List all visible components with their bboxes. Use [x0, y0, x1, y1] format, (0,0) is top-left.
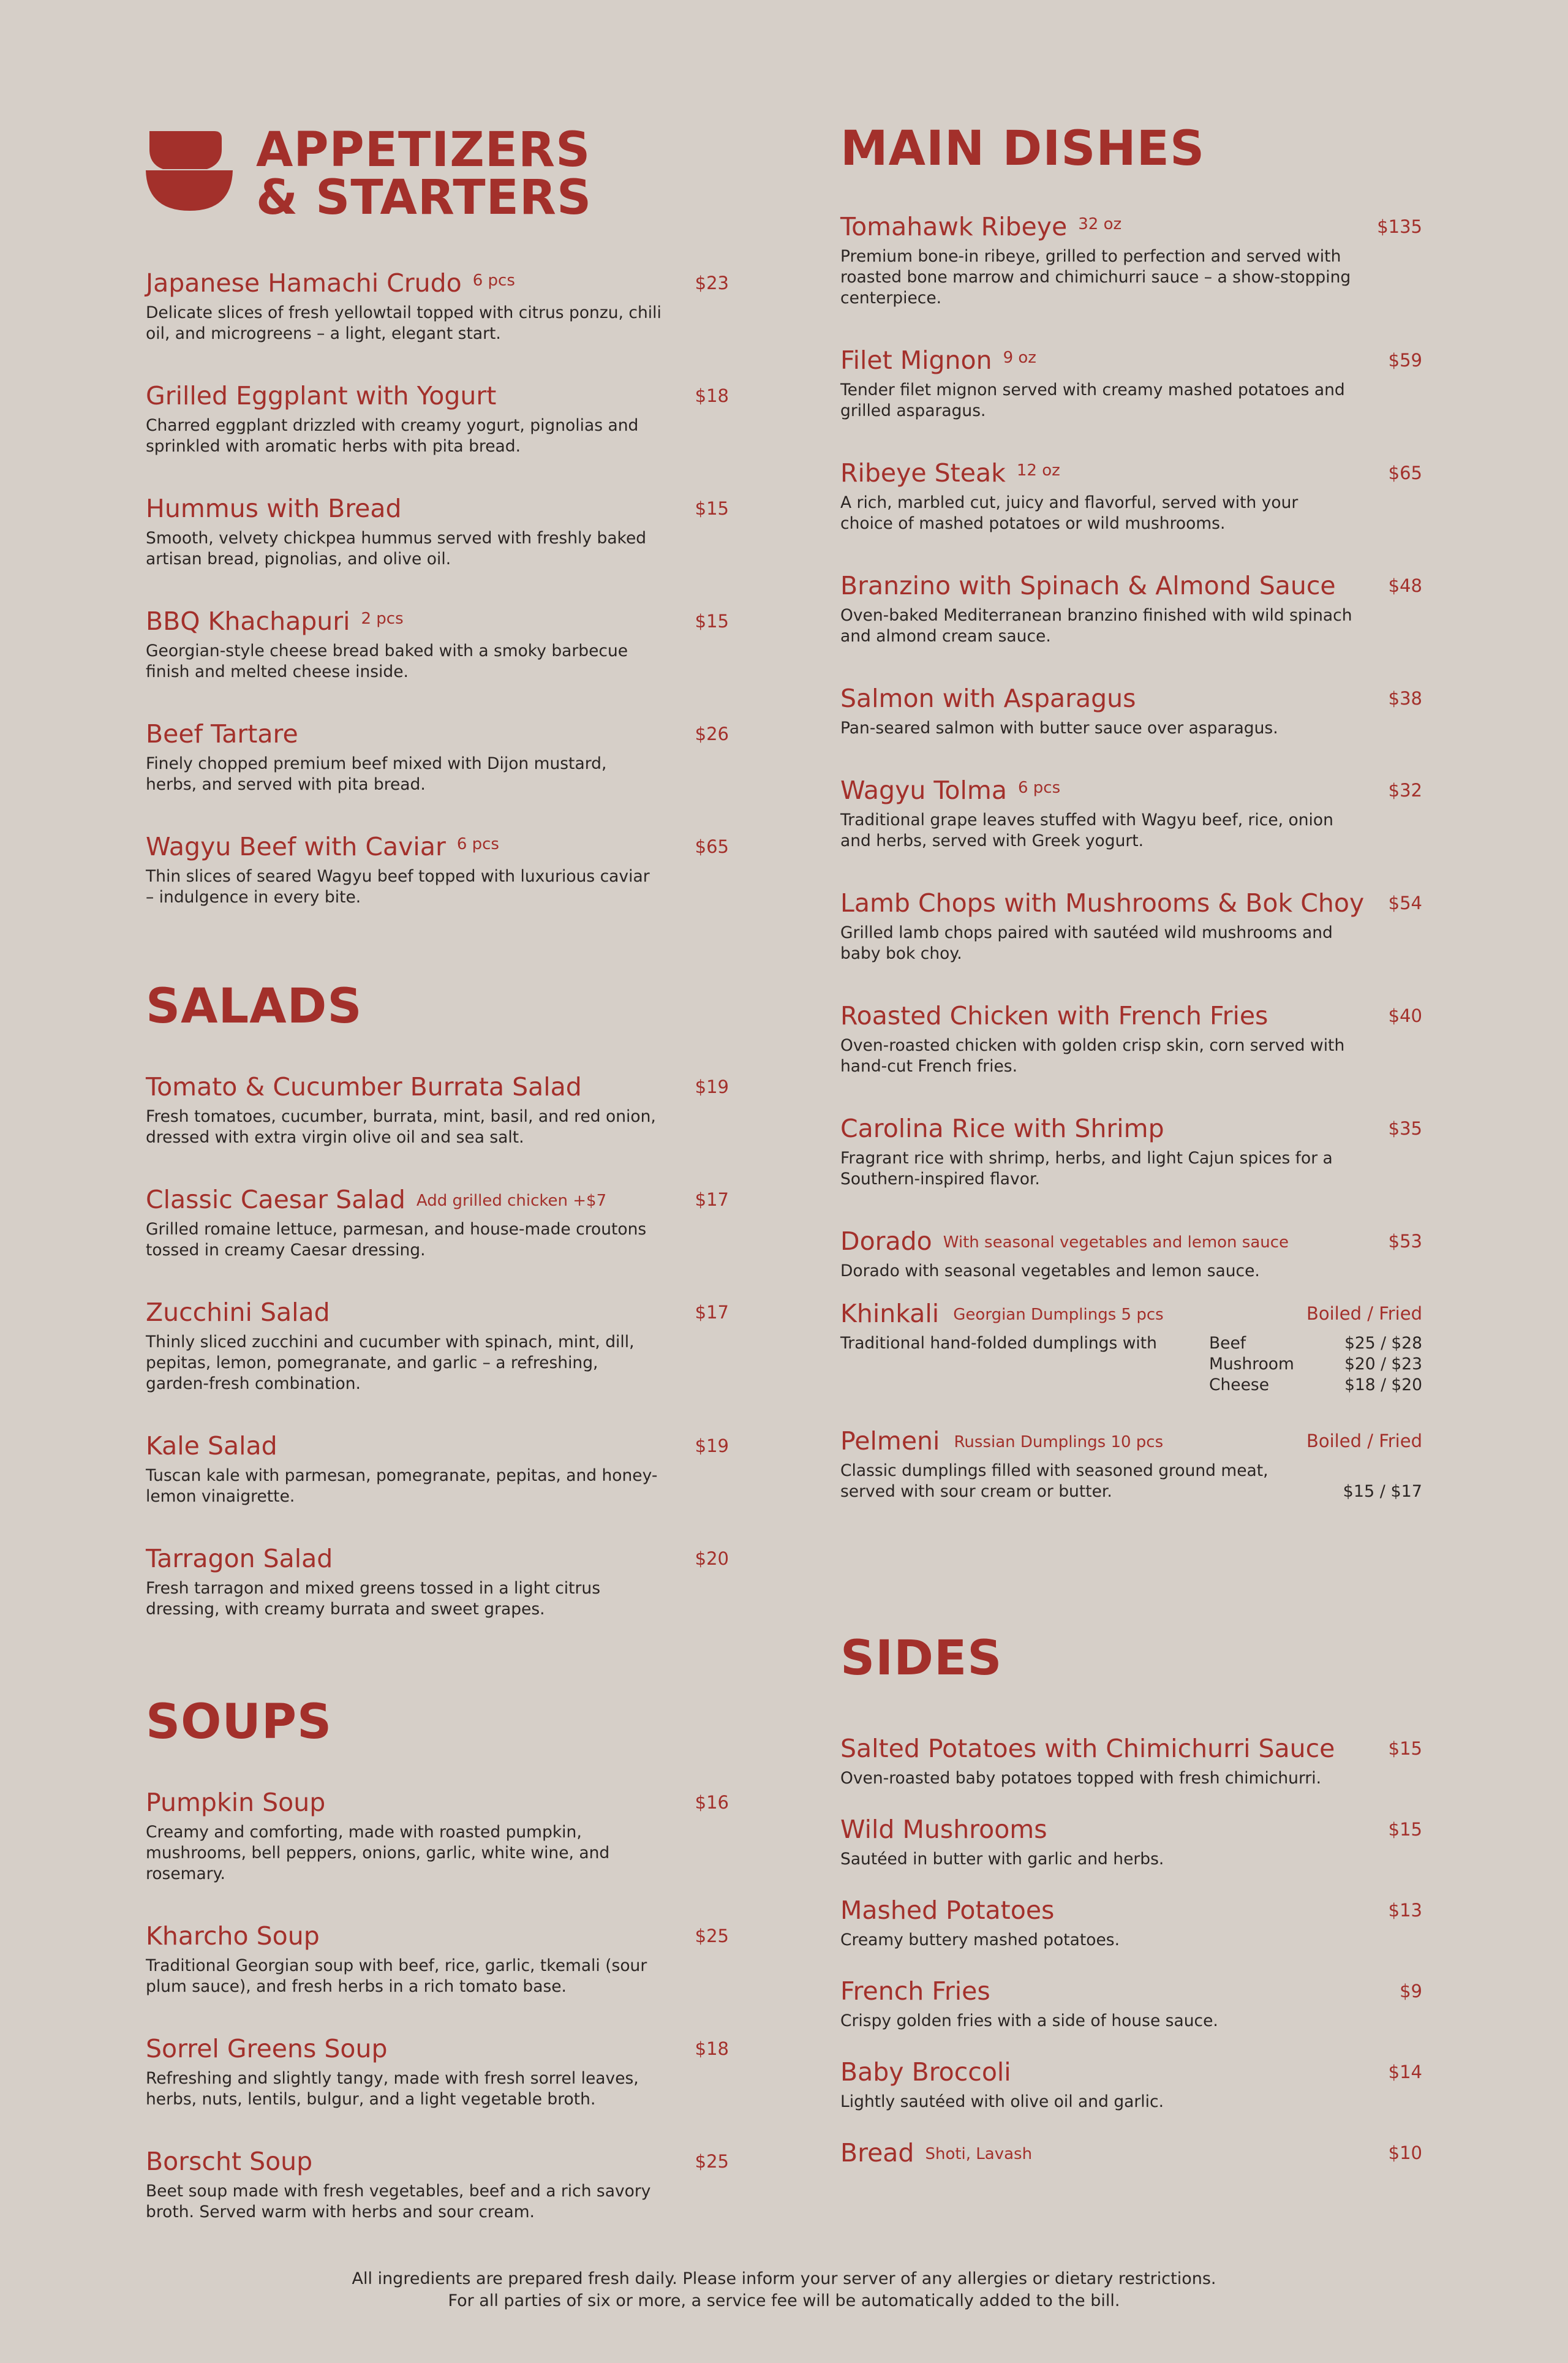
item-price: $25: [695, 1926, 729, 1946]
item-tag: 6 pcs: [456, 835, 499, 853]
item-name: Wagyu Tolma: [840, 776, 1007, 805]
item-desc: Smooth, velvety chickpea hummus served with freshly baked artisan bread, pignolias, and olive oil.: [146, 529, 647, 569]
filling-price: $25 / $28: [1344, 1334, 1422, 1353]
item-desc: Traditional Georgian soup with beef, rice, garlic, tkemali (sour plum sauce), and fresh herbs in a rich tomato base.: [146, 1956, 647, 1996]
item-desc: Oven-roasted baby potatoes topped with fresh chimichurri.: [840, 1769, 1322, 1788]
item-desc: Delicate slices of fresh yellowtail topped with citrus ponzu, chili oil, and microgreens – a light, elegant start.: [146, 303, 662, 343]
menu-item: [146, 2146, 729, 2223]
item-name: Lamb Chops with Mushrooms & Bok Choy: [840, 888, 1365, 918]
item-tag: 32 oz: [1078, 215, 1122, 233]
item-desc: Traditional grape leaves stuffed with Wagyu beef, rice, onion and herbs, served with Greek yogurt.: [840, 811, 1333, 850]
item-desc: Oven-roasted chicken with golden crisp skin, corn served with hand-cut French fries.: [840, 1036, 1345, 1076]
item-desc: Beet soup made with fresh vegetables, beef and a rich savory broth. Served warm with herbs and sour cream.: [146, 2182, 651, 2221]
item-desc: Traditional hand-folded dumplings with: [840, 1334, 1157, 1353]
filling-price: $18 / $20: [1344, 1375, 1422, 1394]
item-desc: Oven-baked Mediterranean branzino finished with wild spinach and almond cream sauce.: [840, 606, 1352, 646]
footer-line: All ingredients are prepared fresh daily. Please inform your server of any allergies or dietary restrictions.: [352, 2269, 1216, 2288]
item-desc: Creamy and comforting, made with roasted pumpkin, mushrooms, bell peppers, onions, garlic, white wine, and rosemary.: [146, 1823, 610, 1883]
menu-item: [840, 682, 1422, 739]
filling-label: Beef: [1209, 1334, 1246, 1353]
item-price: $135: [1377, 216, 1422, 237]
item-price: $14: [1388, 2062, 1422, 2082]
menu-item: [840, 1113, 1422, 1190]
item-name: Hummus with Bread: [146, 494, 402, 523]
item-price: $23: [695, 273, 729, 293]
filling-price: $20 / $23: [1344, 1355, 1422, 1374]
item-price: $19: [695, 1435, 729, 1456]
item-price: $59: [1388, 350, 1422, 371]
menu-item: [146, 1786, 729, 1885]
item-name: Beef Tartare: [146, 719, 298, 749]
item-price: $25: [695, 2151, 729, 2172]
item-price: $35: [1388, 1118, 1422, 1139]
item-price: $15 / $17: [1343, 1482, 1422, 1501]
khinkali-item: [840, 1298, 1422, 1397]
menu-item: [840, 1894, 1422, 1951]
menu-item: [146, 2033, 729, 2110]
cooking-option: Boiled / Fried: [1306, 1431, 1422, 1451]
item-price: $15: [695, 498, 729, 519]
item-name: Zucchini Salad: [146, 1298, 330, 1327]
item-price: $9: [1400, 1981, 1422, 2002]
menu-item: [146, 831, 729, 908]
item-tag: Russian Dumplings 10 pcs: [954, 1433, 1164, 1451]
item-price: $20: [695, 1548, 729, 1569]
item-desc: Fresh tomatoes, cucumber, burrata, mint, basil, and red onion, dressed with extra virgin olive oil and sea salt.: [146, 1107, 656, 1147]
appetizers-header: [146, 123, 729, 225]
item-price: $38: [1388, 688, 1422, 709]
mains-section: [840, 121, 1422, 176]
item-desc: Finely chopped premium beef mixed with Dijon mustard, herbs, and served with pita bread.: [146, 754, 607, 794]
item-price: $13: [1388, 1900, 1422, 1921]
menu-item: [840, 887, 1422, 964]
item-price: $18: [695, 2038, 729, 2059]
salads-title: SALADS: [146, 979, 363, 1034]
menu-item: [146, 1296, 729, 1394]
item-desc: Refreshing and slightly tangy, made with fresh sorrel leaves, herbs, nuts, lentils, bulgur, and a light vegetable broth.: [146, 2069, 639, 2109]
menu-item: [146, 380, 729, 457]
item-desc: Dorado with seasonal vegetables and lemon sauce.: [840, 1261, 1260, 1280]
footer-note: [0, 2268, 1568, 2312]
appetizers-title-line2: & STARTERS: [256, 170, 592, 225]
item-desc: Classic dumplings filled with seasoned ground meat, served with sour cream or butter.: [840, 1461, 1268, 1501]
item-price: $53: [1388, 1231, 1422, 1252]
item-desc: Grilled romaine lettuce, parmesan, and house-made croutons tossed in creamy Caesar dressing.: [146, 1220, 647, 1260]
menu-item: [146, 267, 729, 344]
item-desc: Premium bone-in ribeye, grilled to perfection and served with roasted bone marrow and chimichurri sauce – a show-stopping centerpiece.: [840, 247, 1351, 308]
item-desc: Grilled lamb chops paired with sautéed wild mushrooms and baby bok choy.: [840, 923, 1333, 963]
menu-item: [146, 1184, 729, 1261]
pelmeni-item: [840, 1425, 1422, 1502]
item-desc: Thinly sliced zucchini and cucumber with spinach, mint, dill, pepitas, lemon, pomegranate, and garlic – a refreshing, garden-fresh combination.: [146, 1333, 635, 1393]
item-price: $54: [1388, 893, 1422, 913]
item-price: $40: [1388, 1005, 1422, 1026]
item-desc: Crispy golden fries with a side of house sauce.: [840, 2011, 1218, 2030]
menu-item: [840, 2137, 1422, 2169]
item-desc: Charred eggplant drizzled with creamy yogurt, pignolias and sprinkled with aromatic herbs with pita bread.: [146, 416, 639, 456]
item-name: Tomahawk Ribeye: [840, 212, 1068, 241]
menu-item: [840, 344, 1422, 422]
appetizers-section: [146, 123, 729, 225]
menu-item: [840, 774, 1422, 852]
menu-item: [840, 1975, 1422, 2032]
appetizers-list: [146, 267, 729, 943]
item-tag: 6 pcs: [1017, 779, 1061, 797]
item-tag: Add grilled chicken +$7: [416, 1192, 607, 1210]
item-price: $15: [1388, 1819, 1422, 1840]
menu-item: [146, 1430, 729, 1507]
item-desc: Lightly sautéed with olive oil and garlic.: [840, 2092, 1164, 2111]
item-name: Classic Caesar Salad: [146, 1185, 405, 1214]
item-name: Japanese Hamachi Crudo: [146, 268, 462, 298]
item-price: $18: [695, 385, 729, 406]
menu-item: [146, 718, 729, 795]
mains-title: MAIN DISHES: [840, 121, 1205, 176]
item-price: $19: [695, 1076, 729, 1097]
item-name: Tarragon Salad: [146, 1544, 333, 1573]
menu-item: [840, 211, 1422, 309]
item-name: Bread: [840, 2138, 914, 2168]
footer-line: For all parties of six or more, a service fee will be automatically added to the bill.: [448, 2291, 1120, 2310]
menu-item: [840, 570, 1422, 647]
item-name: Mashed Potatoes: [840, 1896, 1055, 1925]
item-desc: Tuscan kale with parmesan, pomegranate, pepitas, and honey-lemon vinaigrette.: [146, 1466, 658, 1506]
item-price: $32: [1388, 780, 1422, 801]
menu-item: [840, 1733, 1422, 1789]
item-price: $17: [695, 1189, 729, 1210]
item-desc: Fresh tarragon and mixed greens tossed in a light citrus dressing, with creamy burrata and sweet grapes.: [146, 1579, 601, 1619]
soups-list: [146, 1786, 729, 2258]
item-name: Tomato & Cucumber Burrata Salad: [146, 1072, 582, 1102]
item-name: Pumpkin Soup: [146, 1788, 326, 1817]
item-name: Salted Potatoes with Chimichurri Sauce: [840, 1734, 1335, 1763]
cooking-option: Boiled / Fried: [1306, 1303, 1422, 1324]
menu-item: [146, 1920, 729, 1997]
item-desc: Thin slices of seared Wagyu beef topped with luxurious caviar – indulgence in every bite.: [146, 867, 650, 907]
item-name: Ribeye Steak: [840, 458, 1006, 488]
menu-item: [146, 605, 729, 682]
item-price: $26: [695, 724, 729, 744]
item-price: $65: [695, 836, 729, 857]
mains-list: [840, 211, 1422, 1317]
item-name: Filet Mignon: [840, 346, 992, 375]
item-name: BBQ Khachapuri: [146, 607, 350, 636]
menu-item: [146, 1071, 729, 1148]
menu-item: [146, 1543, 729, 1620]
item-tag: 9 oz: [1003, 349, 1036, 367]
menu-item: [840, 1813, 1422, 1870]
item-tag: Shoti, Lavash: [925, 2145, 1033, 2163]
item-desc: A rich, marbled cut, juicy and flavorful, served with your choice of mashed potatoes or wild mushrooms.: [840, 493, 1298, 533]
item-name: Branzino with Spinach & Almond Sauce: [840, 571, 1336, 600]
item-name: Borscht Soup: [146, 2147, 313, 2176]
stacked-bowls-icon: [146, 126, 233, 211]
item-name: Wild Mushrooms: [840, 1815, 1047, 1844]
menu-item: [840, 1225, 1422, 1282]
item-name: Sorrel Greens Soup: [146, 2034, 388, 2063]
item-name: Carolina Rice with Shrimp: [840, 1114, 1164, 1143]
item-desc: Fragrant rice with shrimp, herbs, and light Cajun spices for a Southern-inspired flavor.: [840, 1149, 1333, 1189]
item-price: $15: [1388, 1738, 1422, 1759]
appetizers-title-line1: APPETIZERS: [256, 123, 591, 178]
item-tag: With seasonal vegetables and lemon sauce: [943, 1233, 1289, 1252]
item-price: $48: [1388, 575, 1422, 596]
item-name: Salmon with Asparagus: [840, 684, 1136, 713]
item-name: Wagyu Beef with Caviar: [146, 832, 446, 861]
item-desc: Creamy buttery mashed potatoes.: [840, 1930, 1120, 1949]
item-name: Baby Broccoli: [840, 2057, 1011, 2087]
salads-list: [146, 1071, 729, 1655]
menu-item: [840, 2056, 1422, 2112]
sides-section: [840, 1631, 1422, 1686]
filling-label: Cheese: [1209, 1375, 1270, 1394]
item-tag: 6 pcs: [472, 271, 515, 290]
item-name: Grilled Eggplant with Yogurt: [146, 381, 497, 410]
item-name: French Fries: [840, 1976, 990, 2006]
sides-list: [840, 1733, 1422, 2193]
item-name: Kharcho Soup: [146, 1921, 320, 1951]
item-desc: Sautéed in butter with garlic and herbs.: [840, 1850, 1164, 1869]
item-price: $15: [695, 611, 729, 632]
item-price: $10: [1388, 2142, 1422, 2163]
item-price: $16: [695, 1792, 729, 1813]
item-desc: Georgian-style cheese bread baked with a smoky barbecue finish and melted cheese inside.: [146, 641, 628, 681]
menu-item: [840, 1000, 1422, 1077]
soups-section: [146, 1695, 729, 1750]
item-name: Roasted Chicken with French Fries: [840, 1001, 1268, 1030]
item-name: Kale Salad: [146, 1431, 277, 1461]
item-tag: 12 oz: [1016, 461, 1060, 480]
item-name: Dorado: [840, 1227, 932, 1256]
item-name: Pelmeni: [840, 1426, 940, 1456]
item-price: $17: [695, 1302, 729, 1323]
soups-title: SOUPS: [146, 1695, 333, 1750]
item-desc: Tender filet mignon served with creamy mashed potatoes and grilled asparagus.: [840, 380, 1345, 420]
filling-label: Mushroom: [1209, 1355, 1294, 1374]
item-name: Khinkali: [840, 1299, 940, 1328]
salads-section: [146, 979, 729, 1034]
item-desc: Pan-seared salmon with butter sauce over asparagus.: [840, 719, 1278, 738]
sides-title: SIDES: [840, 1631, 1003, 1686]
item-tag: Georgian Dumplings 5 pcs: [953, 1306, 1164, 1324]
menu-item: [840, 457, 1422, 534]
item-price: $65: [1388, 463, 1422, 483]
menu-item: [146, 493, 729, 570]
item-tag: 2 pcs: [361, 610, 404, 628]
